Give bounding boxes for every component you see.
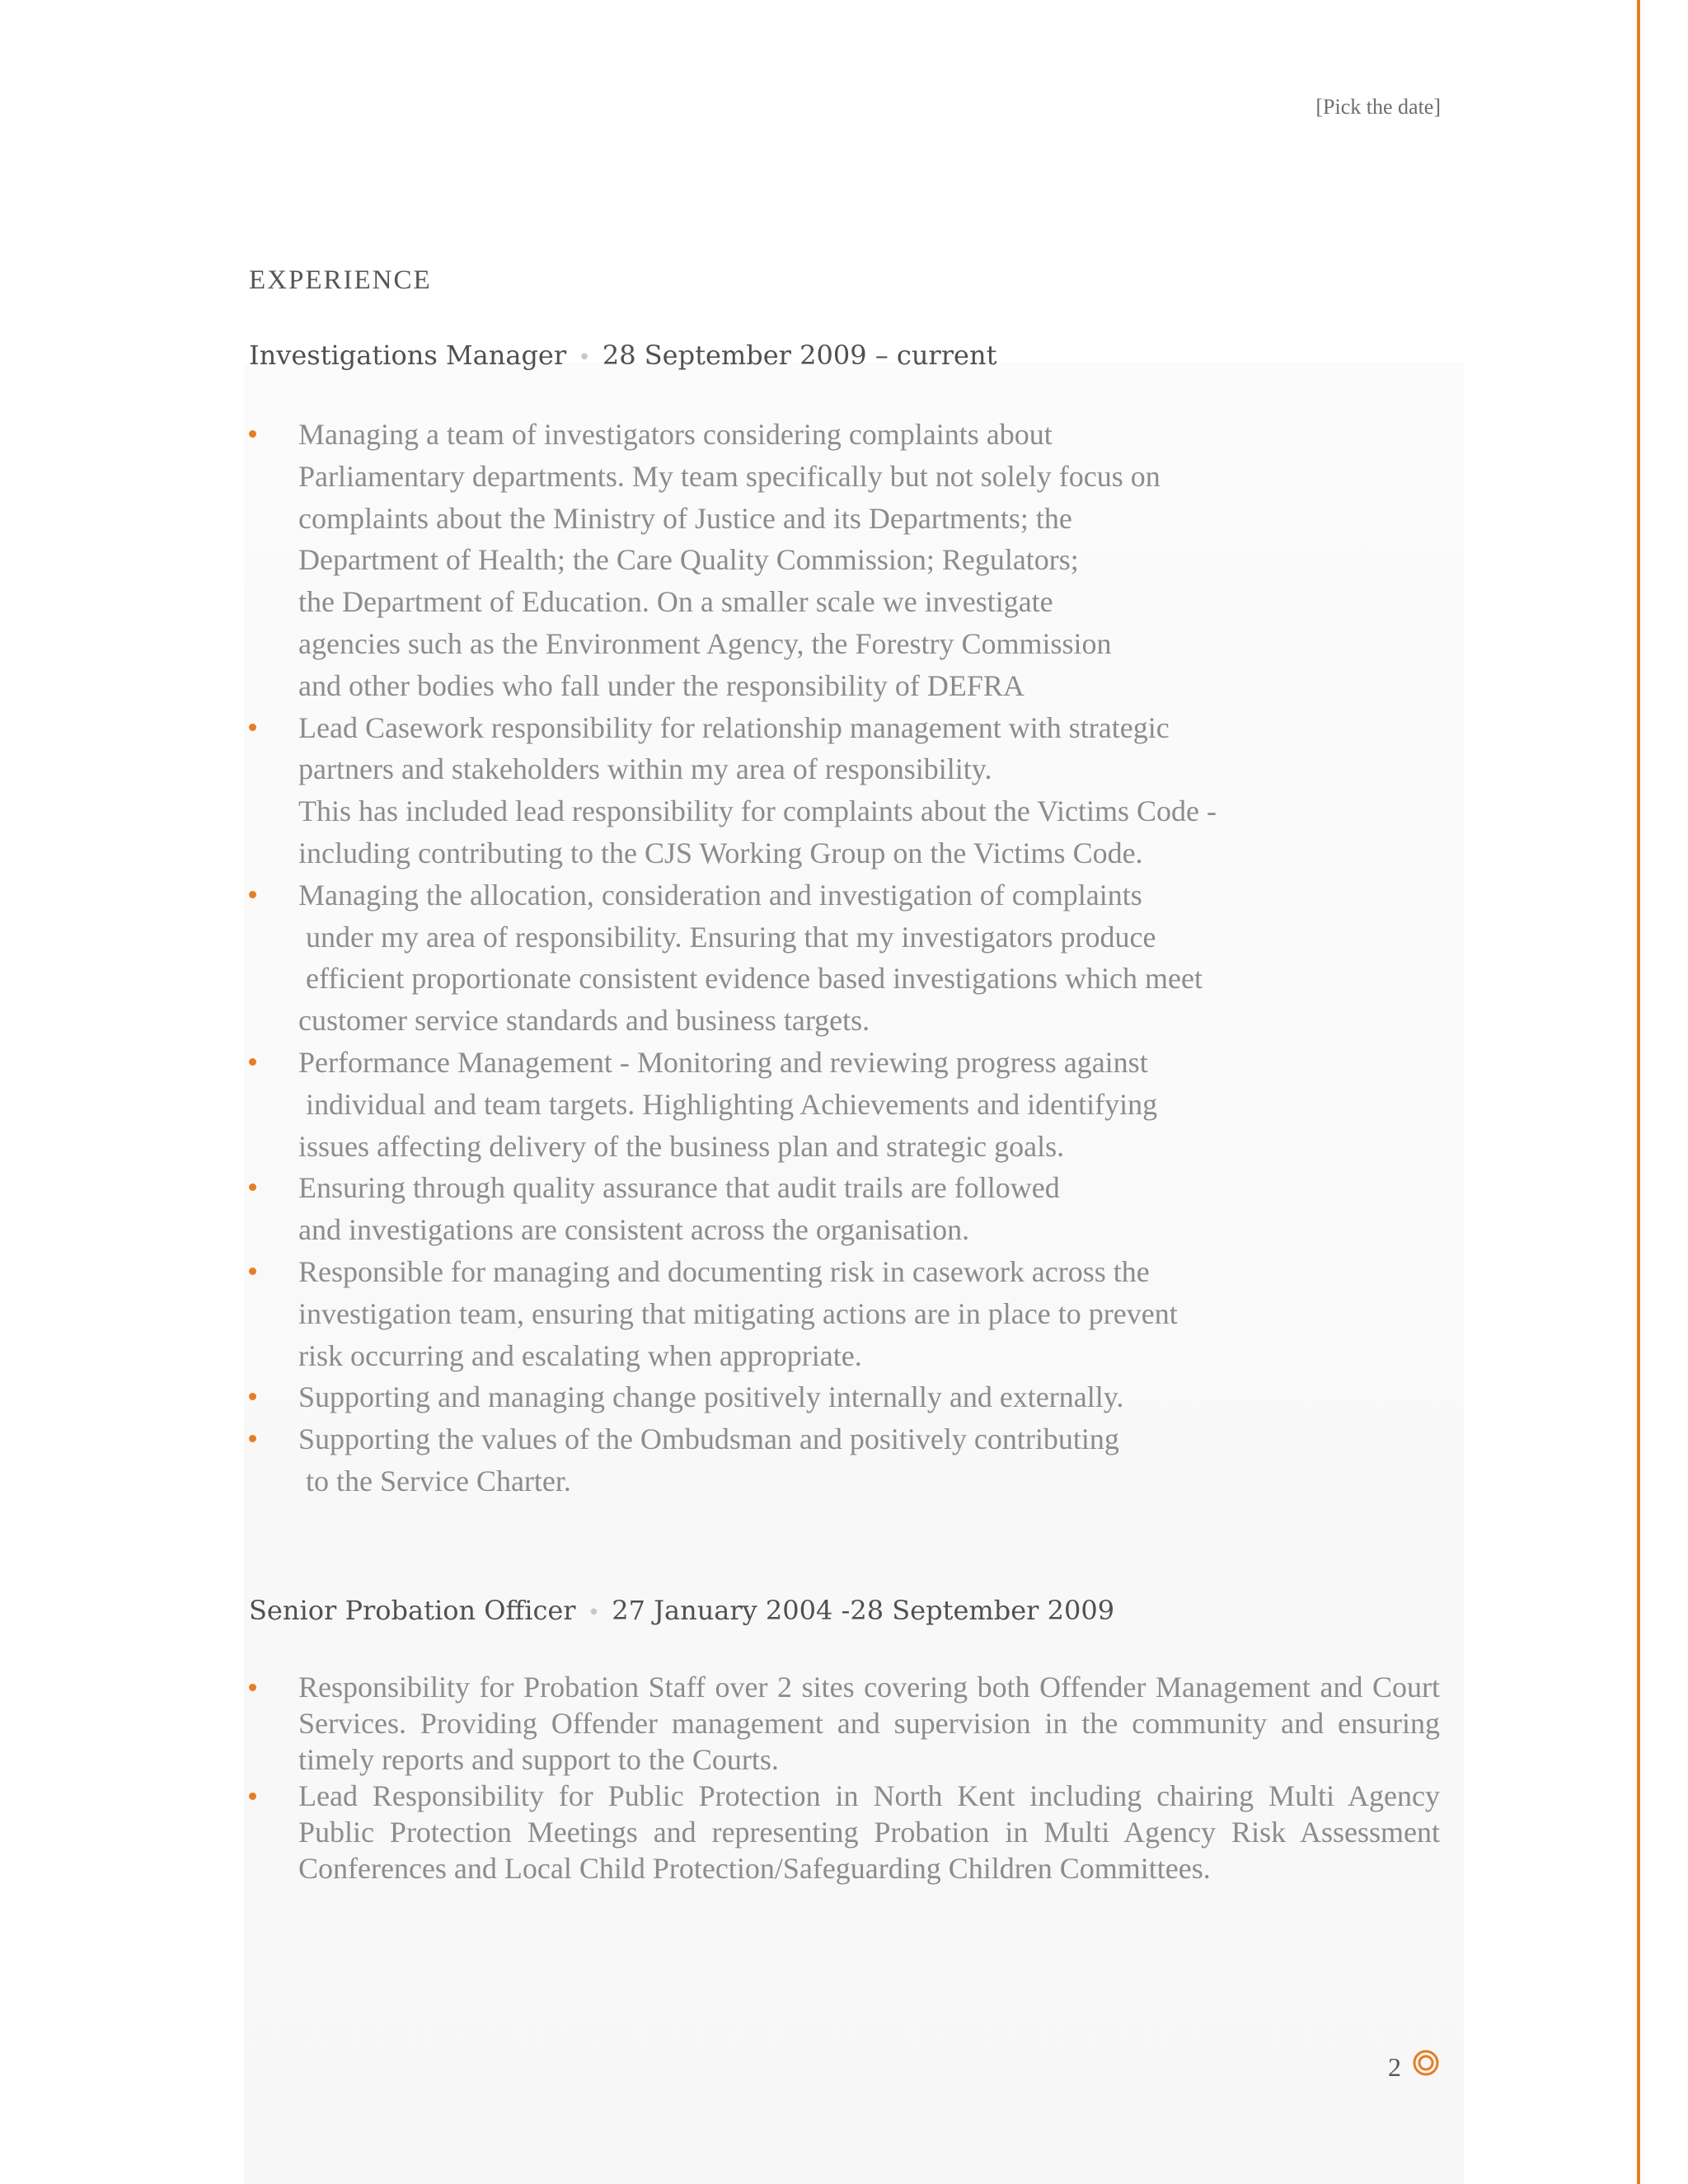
section-heading-experience: EXPERIENCE	[249, 265, 432, 295]
bullet-text-line: risk occurring and escalating when appropriate.	[298, 1338, 862, 1372]
list-item	[249, 707, 1345, 874]
bullet-text-line: and investigations are consistent across the organisation.	[298, 1213, 970, 1247]
bullet-text-line: Ensuring through quality assurance that audit trails are followed	[298, 1171, 1060, 1205]
list-item	[249, 1669, 1440, 1778]
bullet-text-line: efficient proportionate consistent evidence based investigations which meet	[298, 962, 1203, 996]
date-field[interactable]: [Pick the date]	[1315, 95, 1441, 119]
page-number: 2	[1388, 2052, 1401, 2082]
bullet-text-line: Lead Casework responsibility for relationship management with strategic	[298, 710, 1170, 744]
bullet-text-line: complaints about the Ministry of Justice and its Departments; the	[298, 501, 1072, 535]
job-duties-list	[249, 414, 1345, 1502]
list-item	[249, 414, 1345, 707]
bullet-text-line: investigation team, ensuring that mitigating actions are in place to prevent	[298, 1296, 1178, 1330]
job-heading	[249, 340, 996, 371]
bullet-text-line: individual and team targets. Highlighting Achievements and identifying	[298, 1087, 1158, 1121]
bullet-icon	[249, 1393, 256, 1400]
list-item	[249, 1778, 1440, 1886]
list-item	[249, 1418, 1345, 1502]
bullet-text-line: including contributing to the CJS Working Group on the Victims Code.	[298, 836, 1143, 869]
bullet-text-line: customer service standards and business targets.	[298, 1004, 870, 1038]
bullet-text-line: issues affecting delivery of the business plan and strategic goals.	[298, 1129, 1065, 1163]
job-title: Senior Probation Officer	[249, 1595, 576, 1626]
list-item	[249, 1042, 1345, 1167]
bullet-text-line: partners and stakeholders within my area of responsibility.	[298, 752, 992, 786]
page-border-rule	[1637, 0, 1640, 2184]
separator-dot: •	[578, 345, 591, 370]
bullet-text-line: Parliamentary departments. My team specifically but not solely focus on	[298, 459, 1160, 493]
bullet-text-line: to the Service Charter.	[298, 1464, 571, 1497]
bullet-icon	[249, 1793, 256, 1800]
bullet-icon	[249, 1268, 256, 1275]
list-item	[249, 1167, 1345, 1251]
job-dates: 27 January 2004 -28 September 2009	[612, 1595, 1115, 1626]
separator-dot: •	[587, 1601, 601, 1625]
bullet-icon	[249, 1183, 256, 1191]
list-item	[249, 1251, 1345, 1376]
bullet-text-line: under my area of responsibility. Ensuring that my investigators produce	[298, 920, 1156, 954]
bullet-icon	[249, 891, 256, 898]
bullet-text-line: This has included lead responsibility for complaints about the Victims Code -	[298, 794, 1217, 828]
bullet-text-line: Department of Health; the Care Quality Commission; Regulators;	[298, 543, 1079, 577]
bullet-text-line: Responsibility for Probation Staff over 2 sites covering both Offender Management and Court Services. Providing Offender management and supervision in the community and ensuring timely reports and support to the Courts.	[298, 1671, 1440, 1776]
bullet-text-line: Supporting the values of the Ombudsman and positively contributing	[298, 1422, 1119, 1456]
bullet-text-line: Performance Management - Monitoring and reviewing progress against	[298, 1045, 1148, 1079]
job-dates: 28 September 2009 – current	[602, 340, 997, 371]
list-item	[249, 874, 1345, 1042]
bullet-text-line: and other bodies who fall under the responsibility of DEFRA	[298, 668, 1025, 702]
bullet-text-line: the Department of Education. On a smaller scale we investigate	[298, 585, 1053, 619]
job-heading	[249, 1595, 1114, 1626]
bullet-text-line: Lead Responsibility for Public Protection in North Kent including chairing Multi Agency Public Protection Meetings and representing Probation in Multi Agency Risk Assessment Conferences and Local Child Protection/Safeguarding Children Committees.	[298, 1779, 1440, 1885]
page-ring-icon	[1412, 2049, 1440, 2077]
bullet-text-line: Responsible for managing and documenting risk in casework across the	[298, 1254, 1150, 1288]
job-duties-list	[249, 1669, 1440, 1886]
bullet-text-line: Managing a team of investigators considering complaints about	[298, 418, 1053, 451]
bullet-text-line: agencies such as the Environment Agency, the Forestry Commission	[298, 626, 1112, 660]
bullet-icon	[249, 1058, 256, 1066]
job-title: Investigations Manager	[249, 340, 567, 371]
bullet-icon	[249, 724, 256, 731]
bullet-icon	[249, 1435, 256, 1442]
bullet-text-line: Managing the allocation, consideration and investigation of complaints	[298, 878, 1142, 912]
list-item	[249, 1376, 1345, 1418]
bullet-icon	[249, 430, 256, 438]
bullet-icon	[249, 1684, 256, 1691]
bullet-text-line: Supporting and managing change positively internally and externally.	[298, 1380, 1124, 1414]
